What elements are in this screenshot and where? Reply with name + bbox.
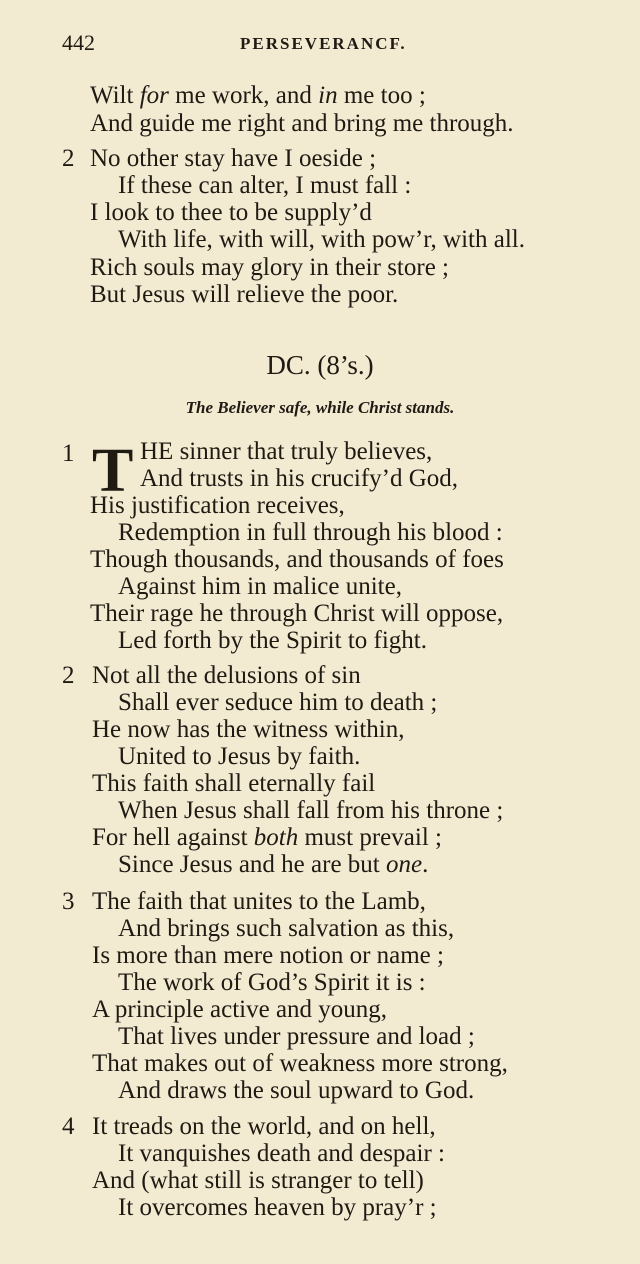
verse-line: Led forth by the Spirit to fight. — [118, 627, 427, 654]
verse-line: Their rage he through Christ will oppose, — [90, 600, 504, 627]
verse-line: That makes out of weakness more strong, — [92, 1050, 508, 1077]
verse-line: The work of God’s Spirit it is : — [118, 969, 426, 996]
verse-line: And brings such salvation as this, — [118, 915, 455, 942]
hymn-subtitle: The Believer safe, while Christ stands. — [185, 398, 455, 417]
verse-line: HE sinner that truly believes, — [140, 438, 433, 465]
verse-line: United to Jesus by faith. — [118, 743, 361, 770]
verse-line: Against him in malice unite, — [118, 573, 402, 600]
page-number: 442 — [62, 30, 95, 55]
verse-line: I look to thee to be supply’d — [90, 199, 372, 226]
verse-line: And trusts in his crucify’d God, — [140, 465, 459, 492]
hymn-title: DC. (8’s.) — [266, 350, 374, 380]
verse-line: For hell against both must prevail ; — [92, 824, 442, 851]
verse-number: 2 — [62, 662, 75, 689]
verse-line: But Jesus will relieve the poor. — [90, 281, 399, 308]
verse-line: Rich souls may glory in their store ; — [90, 254, 449, 281]
page-header — [62, 30, 610, 60]
verse-line: That lives under pressure and load ; — [118, 1023, 475, 1050]
verse-line: And draws the soul upward to God. — [118, 1077, 475, 1104]
verse-line: A principle active and young, — [92, 996, 388, 1023]
verse-number: 2 — [62, 145, 75, 172]
verse-line: Since Jesus and he are but one. — [118, 851, 429, 878]
verse-line: Wilt for me work, and in me too ; — [90, 82, 426, 109]
verse-line: Though thousands, and thousands of foes — [90, 546, 504, 573]
verse-line: Not all the delusions of sin — [92, 662, 361, 689]
verse-line: It overcomes heaven by pray’r ; — [118, 1194, 437, 1221]
verse-line: His justification receives, — [90, 492, 345, 519]
verse-line: He now has the witness within, — [92, 716, 405, 743]
verse-number: 4 — [62, 1113, 75, 1140]
running-title: PERSEVERANCF. — [240, 34, 407, 53]
verse-line: Is more than mere notion or name ; — [92, 942, 444, 969]
verse-line: Redemption in full through his blood : — [118, 519, 503, 546]
verse-line: It treads on the world, and on hell, — [92, 1113, 436, 1140]
verse-line: The faith that unites to the Lamb, — [92, 888, 426, 915]
verse-line: And (what still is stranger to tell) — [92, 1167, 424, 1194]
verse-line: And guide me right and bring me through. — [90, 110, 514, 137]
verse-line: It vanquishes death and despair : — [118, 1140, 445, 1167]
verse-line: No other stay have I oeside ; — [90, 145, 377, 172]
verse-line: When Jesus shall fall from his throne ; — [118, 797, 504, 824]
verse-line: This faith shall eternally fail — [92, 770, 376, 797]
drop-cap: T — [92, 437, 134, 505]
verse-line: If these can alter, I must fall : — [118, 172, 412, 199]
verse-line: Shall ever seduce him to death ; — [118, 689, 438, 716]
verse-line: With life, with will, with pow’r, with all. — [118, 226, 525, 253]
verse-number: 3 — [62, 888, 75, 915]
verse-number: 1 — [62, 440, 75, 467]
